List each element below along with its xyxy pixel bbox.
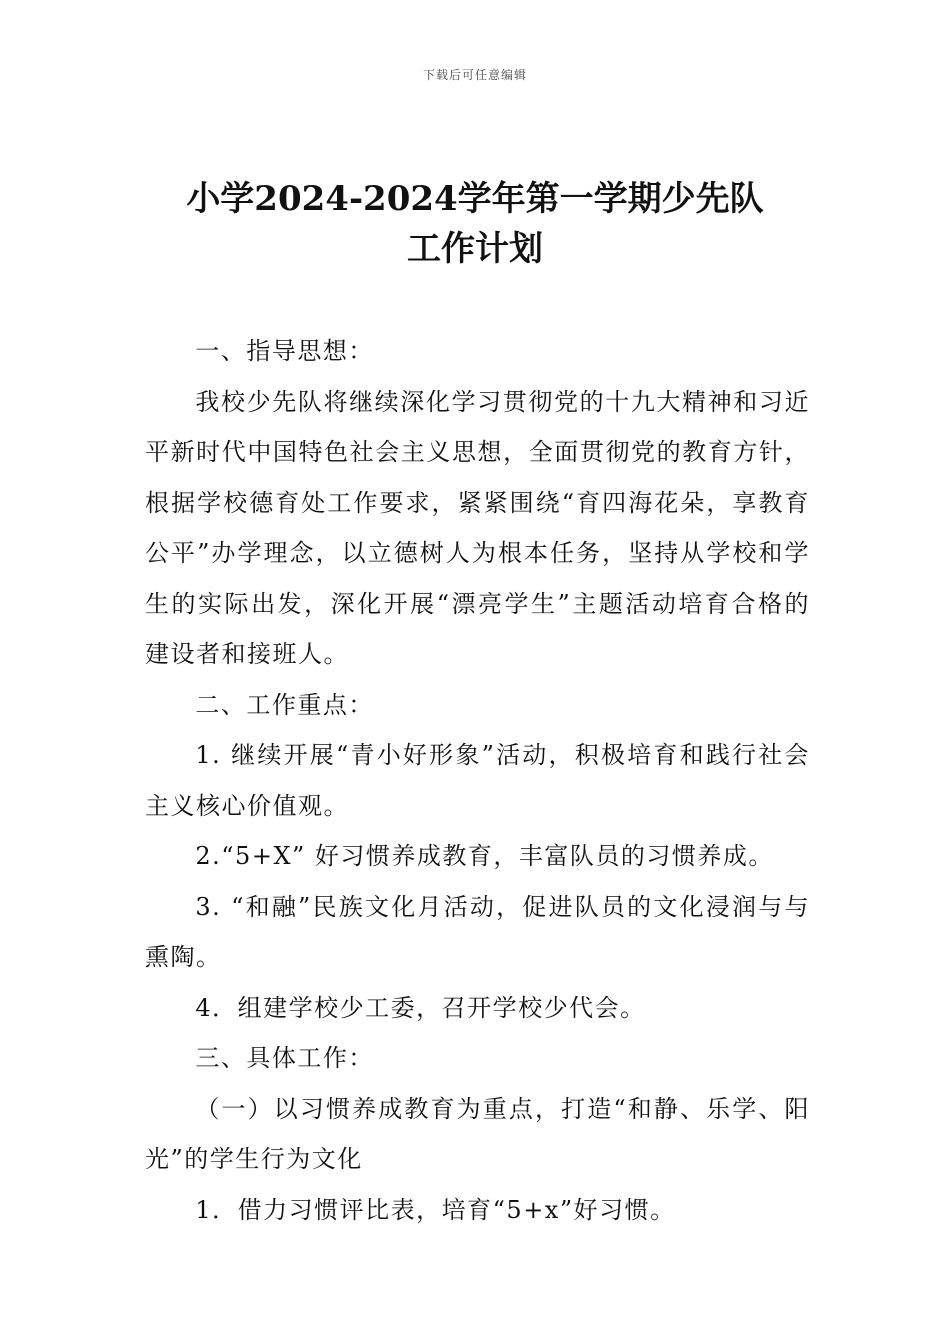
header-note: 下载后可任意编辑 (422, 68, 527, 82)
key-work-item-4: 4．组建学校少工委，召开学校少代会。 (195, 993, 646, 1022)
title-line-2: 工作计划 (407, 229, 543, 269)
key-work-item-1: 1. 继续开展“青小好形象”活动，积极培育和践行社会主义核心价值观。 (145, 741, 810, 820)
paragraph-guiding-ideology: 我校少先队将继续深化学习贯彻党的十九大精神和习近平新时代中国特色社会主义思想，全面贯彻党的教育方针，根据学校德育处工作要求，紧紧围绕“育四海花朵，享教育公平”办学理念，以立德树人为根本任务，坚持从学校和学生的实际出发，深化开展“漂亮学生”主题活动培育合格的建设者和接班人。 (145, 387, 810, 668)
key-work-item-2: 2.“5+X” 好习惯养成教育，丰富队员的习惯养成。 (195, 842, 774, 870)
subsection-heading-1: （一）以习惯养成教育为重点，打造“和静、乐学、阳光”的学生行为文化 (145, 1094, 810, 1173)
section-heading-specific-work: 三、具体工作： (195, 1044, 374, 1072)
key-work-item-3: 3. “和融”民族文化月活动，促进队员的文化浸润与与熏陶。 (145, 892, 810, 971)
title-line-1: 小学2024-2024学年第一学期少先队 (186, 179, 764, 219)
document-body (145, 326, 810, 1235)
section-heading-guiding-ideology: 一、指导思想： (195, 337, 374, 365)
document-title (0, 174, 950, 274)
specific-work-item-1: 1．借力习惯评比表，培育“5+x”好习惯。 (195, 1195, 676, 1224)
section-heading-key-work: 二、工作重点： (195, 690, 374, 719)
